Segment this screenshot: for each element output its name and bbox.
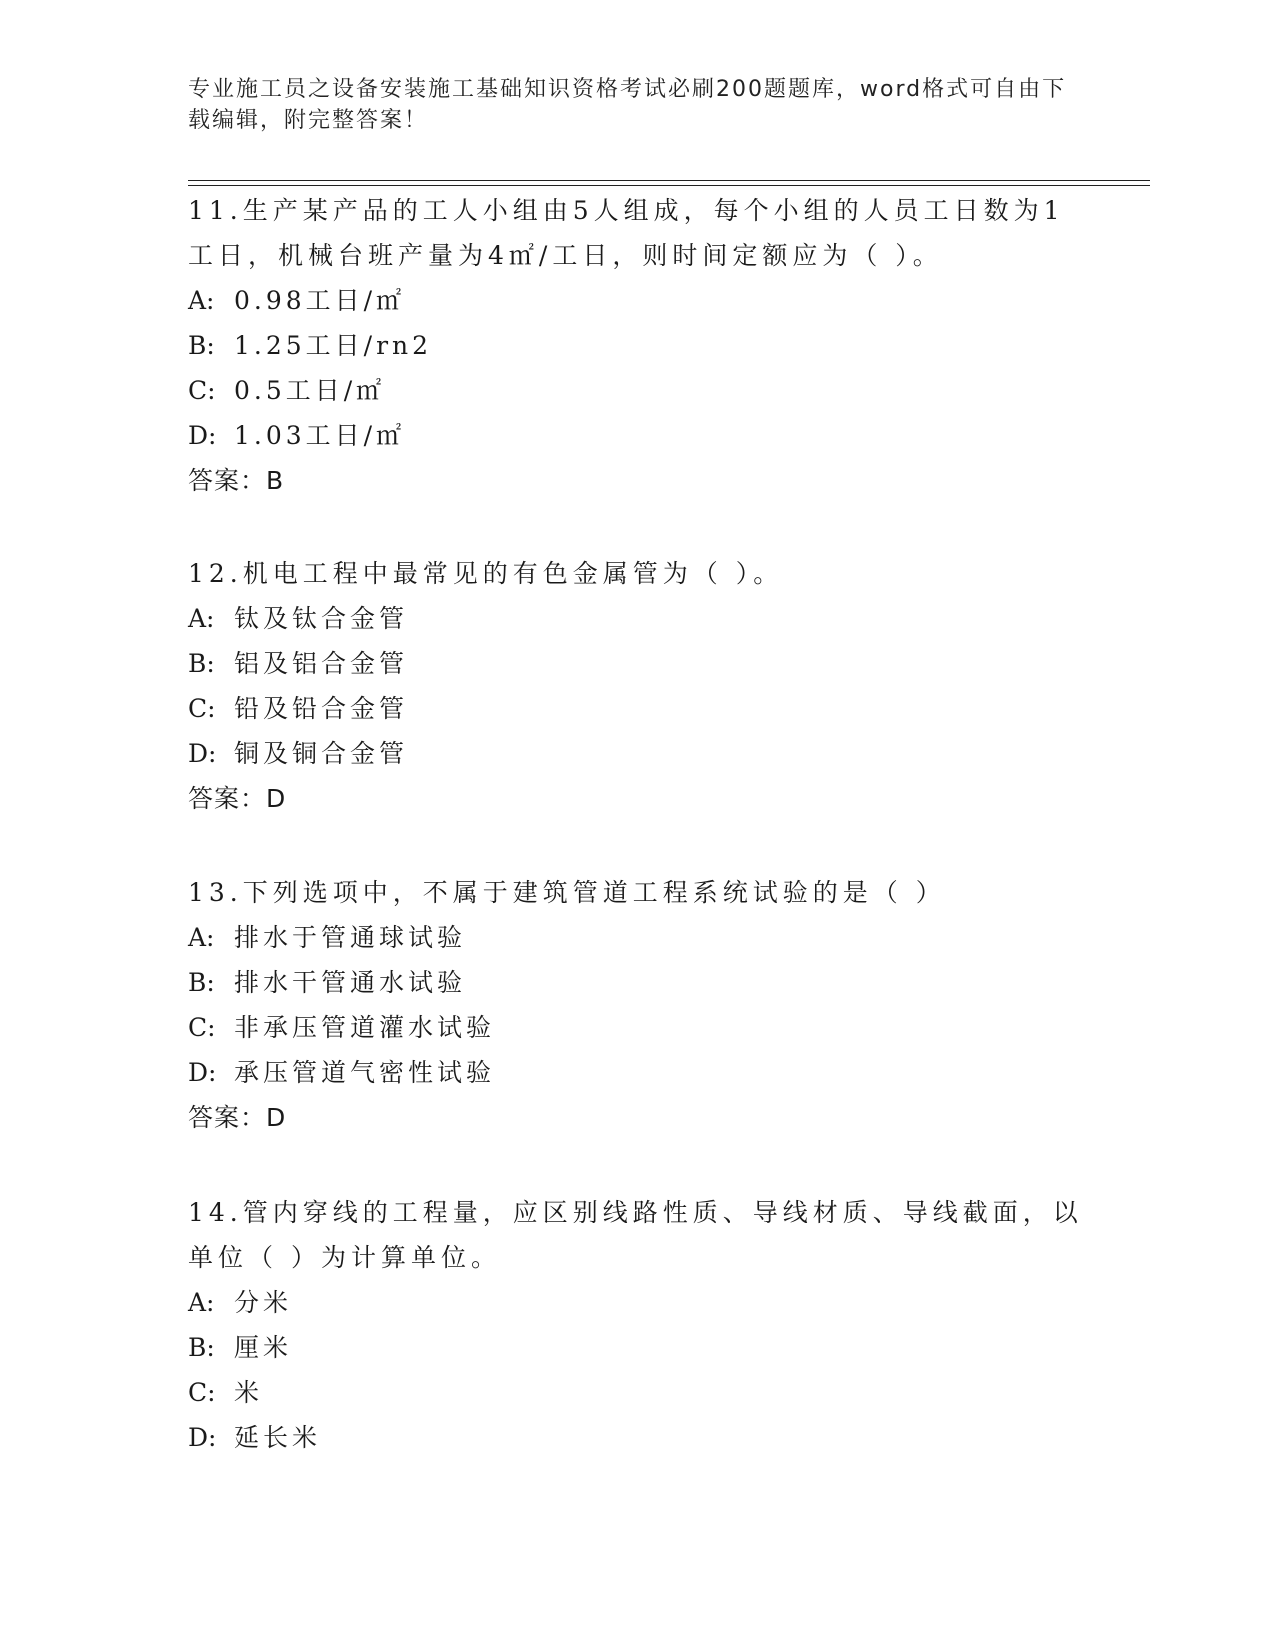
answer-line: 答案：D: [188, 1103, 287, 1132]
option-b: [188, 1325, 1088, 1370]
option-d: [188, 1415, 1088, 1460]
option-text: 0.5工日/㎡: [234, 376, 386, 405]
option-text: 排水干管通水试验: [234, 968, 467, 997]
option-c: [188, 1005, 1088, 1050]
option-a: [188, 278, 1088, 323]
option-letter: C:: [188, 1378, 216, 1407]
option-letter: C:: [188, 376, 216, 405]
option-d: [188, 413, 1088, 458]
question-13: [188, 870, 1088, 1140]
option-letter: D:: [188, 421, 217, 450]
option-b: [188, 960, 1088, 1005]
question-stem: 12.机电工程中最常见的有色金属管为（ ）。: [188, 559, 784, 588]
option-text: 分米: [234, 1288, 293, 1317]
option-letter: D:: [188, 1058, 217, 1087]
option-letter: A:: [188, 286, 215, 315]
option-letter: D:: [188, 739, 217, 768]
option-c: [188, 686, 1088, 731]
option-text: 排水于管通球试验: [234, 923, 467, 952]
option-text: 铜及铜合金管: [234, 739, 409, 768]
option-letter: A:: [188, 1288, 215, 1317]
document-header: [188, 74, 1088, 136]
option-text: 1.03工日/㎡: [234, 421, 406, 450]
option-text: 铅及铅合金管: [234, 694, 409, 723]
option-text: 钛及钛合金管: [234, 604, 409, 633]
answer-line: 答案：B: [188, 466, 285, 495]
option-b: [188, 641, 1088, 686]
option-text: 0.98工日/㎡: [234, 286, 406, 315]
option-letter: B:: [188, 1333, 215, 1362]
option-text: 米: [234, 1378, 264, 1407]
option-letter: C:: [188, 694, 216, 723]
option-text: 厘米: [234, 1333, 293, 1362]
option-text: 1.25工日/rn2: [234, 331, 433, 360]
question-11: [188, 188, 1088, 503]
option-letter: B:: [188, 968, 215, 997]
option-c: [188, 368, 1088, 413]
option-letter: A:: [188, 923, 215, 952]
option-c: [188, 1370, 1088, 1415]
option-letter: A:: [188, 604, 215, 633]
option-letter: B:: [188, 649, 215, 678]
question-stem: 11.生产某产品的工人小组由5人组成，每个小组的人员工日数为1工日，机械台班产量为4㎡/工日，则时间定额应为（ ）。: [188, 196, 1065, 270]
option-letter: B:: [188, 331, 215, 360]
option-text: 延长米: [234, 1423, 322, 1452]
option-text: 非承压管道灌水试验: [234, 1013, 496, 1042]
answer-line: 答案：D: [188, 784, 287, 813]
document-title: 专业施工员之设备安装施工基础知识资格考试必刷200题题库，word格式可自由下载编辑，附完整答案！: [188, 77, 1067, 133]
option-text: 铝及铝合金管: [234, 649, 409, 678]
option-a: [188, 915, 1088, 960]
question-stem: 14.管内穿线的工程量，应区别线路性质、导线材质、导线截面，以单位（ ）为计算单位。: [188, 1198, 1083, 1272]
option-a: [188, 596, 1088, 641]
question-12: [188, 551, 1088, 821]
option-a: [188, 1280, 1088, 1325]
header-divider-top: [188, 180, 1150, 181]
option-letter: C:: [188, 1013, 216, 1042]
question-stem: 13.下列选项中，不属于建筑管道工程系统试验的是（ ）: [188, 878, 946, 907]
option-text: 承压管道气密性试验: [234, 1058, 496, 1087]
option-b: [188, 323, 1088, 368]
header-divider-bottom: [188, 185, 1150, 186]
option-d: [188, 731, 1088, 776]
option-d: [188, 1050, 1088, 1095]
option-letter: D:: [188, 1423, 217, 1452]
question-14: [188, 1190, 1088, 1460]
